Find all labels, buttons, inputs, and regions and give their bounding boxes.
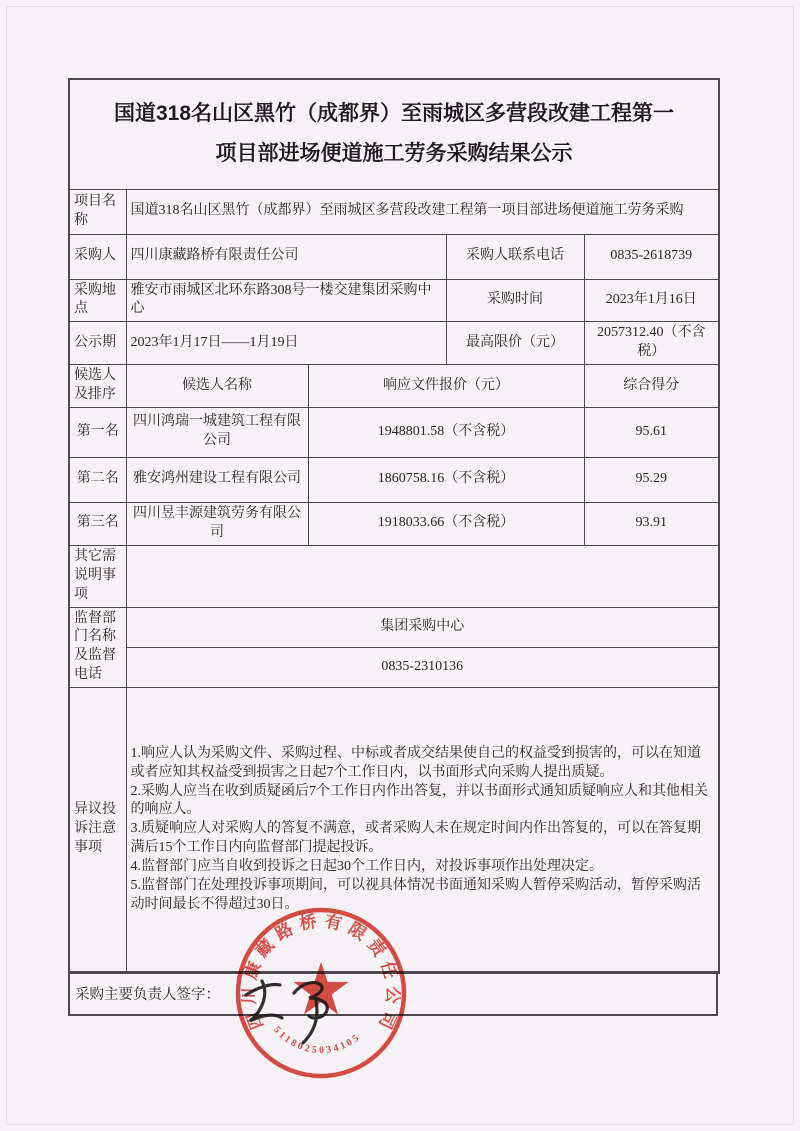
candidate-name: 雅安鸿州建设工程有限公司: [126, 457, 308, 502]
field-label-project-name: 项目名称: [69, 189, 126, 234]
table-row-purchaser: [69, 234, 719, 279]
field-label-purchaser: 采购人: [69, 234, 126, 279]
candidate-price: 1948801.58（不含税）: [308, 407, 584, 457]
objection-item-3: 3.质疑响应人对采购人的答复不满意，或者采购人未在规定时间内作出答复的，可以在答复期满后15个工作日内向监督部门提起投诉。: [130, 821, 701, 856]
candidate-name: 四川昱丰源建筑劳务有限公司: [126, 502, 308, 545]
field-value-purchaser-phone: 0835-2618739: [584, 234, 719, 279]
field-value-location: 雅安市雨城区北环东路308号一楼交建集团采购中心: [126, 279, 446, 322]
column-header-score: 综合得分: [584, 365, 719, 408]
candidate-score: 95.29: [584, 457, 719, 502]
field-label-location: 采购地点: [69, 279, 126, 322]
field-label-objection: 异议投诉注意事项: [69, 688, 126, 973]
objection-item-4: 4.监督部门应当自收到投诉之日起30个工作日内，对投诉事项作出处理决定。: [130, 859, 603, 875]
field-label-supervision: 监督部门名称及监督电话: [69, 607, 126, 688]
seal-number: 5118025034105: [271, 1024, 364, 1057]
candidate-name: 四川鸿瑞一城建筑工程有限公司: [126, 407, 308, 457]
field-label-publicity-period: 公示期: [69, 322, 126, 365]
field-label-purchase-time: 采购时间: [446, 279, 584, 322]
supervision-phone: 0835-2310136: [126, 647, 719, 687]
field-value-other-notes: [126, 545, 719, 607]
table-row-supervision-phone: [69, 647, 719, 687]
candidate-price: 1860758.16（不含税）: [308, 457, 584, 502]
field-label-max-price: 最高限价（元）: [446, 322, 584, 365]
table-row-other-notes: [69, 545, 719, 607]
field-label-purchaser-phone: 采购人联系电话: [446, 234, 584, 279]
candidate-rank: 第二名: [69, 457, 126, 502]
column-header-candidate-name: 候选人名称: [126, 365, 308, 408]
seal-company-name: 四川康藏路桥有限责任公司: [239, 911, 403, 1038]
supervision-department: 集团采购中心: [126, 607, 719, 647]
field-value-purchase-time: 2023年1月16日: [584, 279, 719, 322]
table-row-candidate-2: [69, 457, 719, 502]
table-row-candidate-1: [69, 407, 719, 457]
field-label-other-notes: 其它需说明事项: [69, 545, 126, 607]
field-value-project-name: 国道318名山区黑竹（成都界）至雨城区多营段改建工程第一项目部进场便道施工劳务采购: [126, 189, 719, 234]
objection-item-2: 2.采购人应当在收到质疑函后7个工作日内作出答复，并以书面形式通知质疑响应人和其他相关的响应人。: [130, 783, 708, 818]
procurement-result-table: [68, 78, 720, 974]
table-row-title: [69, 79, 719, 189]
table-row-supervision-dept: [69, 607, 719, 647]
field-value-publicity-period: 2023年1月17日——1月19日: [126, 322, 446, 365]
table-row-publicity-period: [69, 322, 719, 365]
field-value-max-price: 2057312.40（不含税）: [584, 322, 719, 365]
candidate-price: 1918033.66（不含税）: [308, 502, 584, 545]
candidates-section-label: 候选人及排序: [69, 365, 126, 408]
handwritten-signature: [240, 963, 350, 1048]
candidate-rank: 第一名: [69, 407, 126, 457]
table-row-location: [69, 279, 719, 322]
candidate-score: 95.61: [584, 407, 719, 457]
signature-label: 采购主要负责人签字：: [75, 987, 220, 1003]
candidate-score: 93.91: [584, 502, 719, 545]
table-row-candidate-3: [69, 502, 719, 545]
column-header-price: 响应文件报价（元）: [308, 365, 584, 408]
candidate-rank: 第三名: [69, 502, 126, 545]
field-value-purchaser: 四川康藏路桥有限责任公司: [126, 234, 446, 279]
document-title: 国道318名山区黑竹（成都界）至雨城区多营段改建工程第一项目部进场便道施工劳务采购结果公示: [113, 102, 675, 166]
table-row-candidate-headers: [69, 365, 719, 408]
objection-item-5: 5.监督部门在处理投诉事项期间，可以视具体情况书面通知采购人暂停采购活动，暂停采购活动时间最长不得超过30日。: [130, 878, 701, 912]
objection-item-1: 1.响应人认为采购文件、采购过程、中标或者成交结果使自己的权益受到损害的，可以在知道或者应知其权益受到损害之日起7个工作日内，以书面形式向采购人提出质疑。: [130, 745, 701, 780]
table-row-project-name: [69, 189, 719, 234]
